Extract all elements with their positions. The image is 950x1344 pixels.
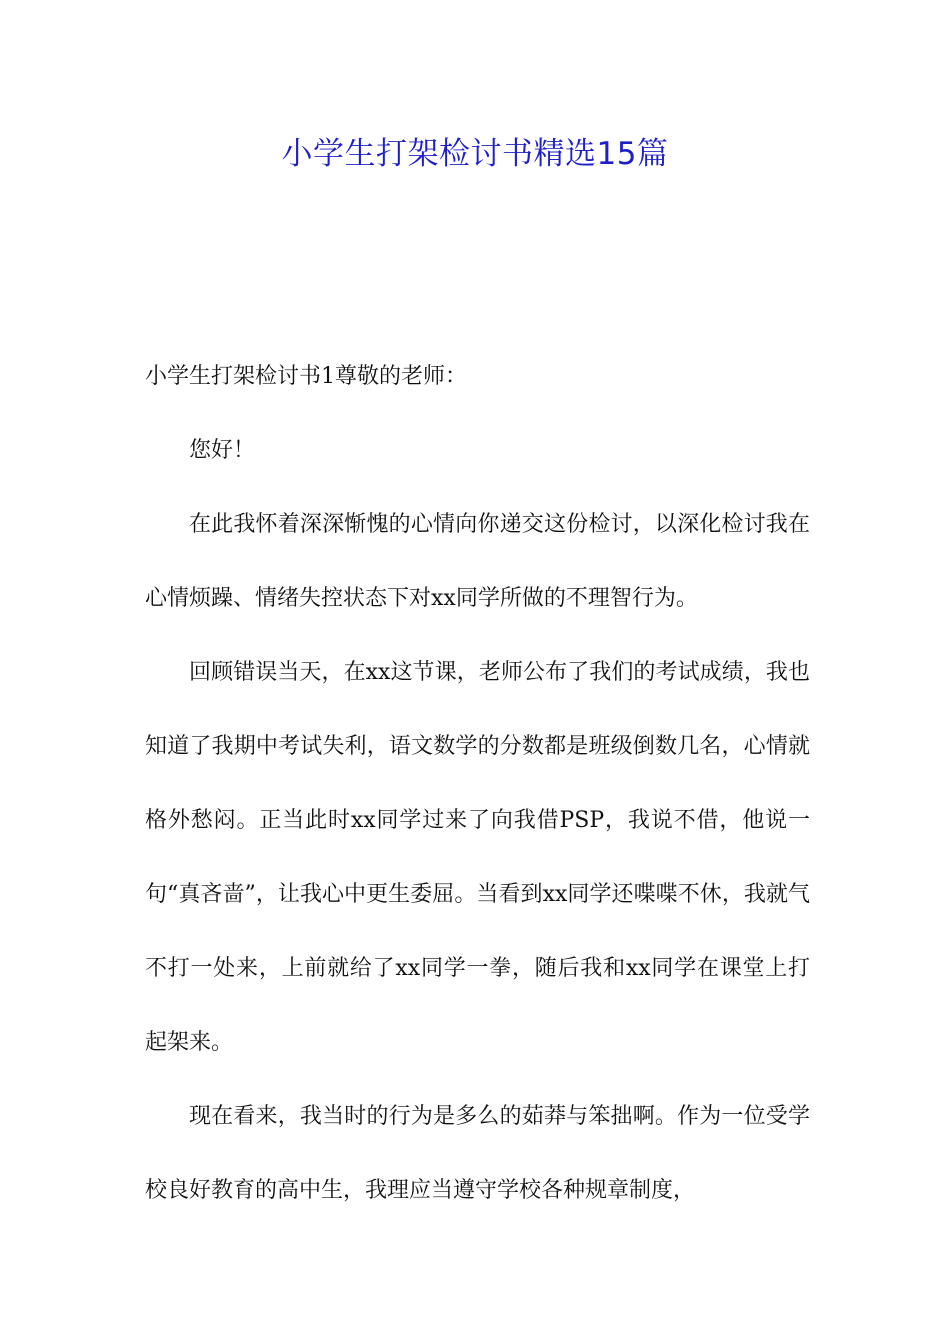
paragraph-recollection: 回顾错误当天，在xx这节课，老师公布了我们的考试成绩，我也知道了我期中考试失利，语文数学的分数都是班级倒数几名，心情就格外愁闷。正当此时xx同学过来了向我借PSP，我说不借，他说一句“真吝啬”，让我心中更生委屈。当看到xx同学还喋喋不休，我就气不打一处来，上前就给了xx同学一拳，随后我和xx同学在课堂上打起架来。	[145, 660, 810, 1055]
document-body	[145, 340, 810, 1228]
greeting-line: 小学生打架检讨书1尊敬的老师：	[145, 364, 467, 389]
salutation: 您好！	[189, 438, 256, 463]
paragraph-reflection: 现在看来，我当时的行为是多么的茹莽与笨拙啊。作为一位受学校良好教育的高中生，我理应当遵守学校各种规章制度，	[145, 1104, 810, 1203]
paragraph-intro: 在此我怀着深深惭愧的心情向你递交这份检讨，以深化检讨我在心情烦躁、情绪失控状态下对xx同学所做的不理智行为。	[145, 512, 810, 611]
document-title: 小学生打架检讨书精选15篇	[281, 136, 669, 172]
